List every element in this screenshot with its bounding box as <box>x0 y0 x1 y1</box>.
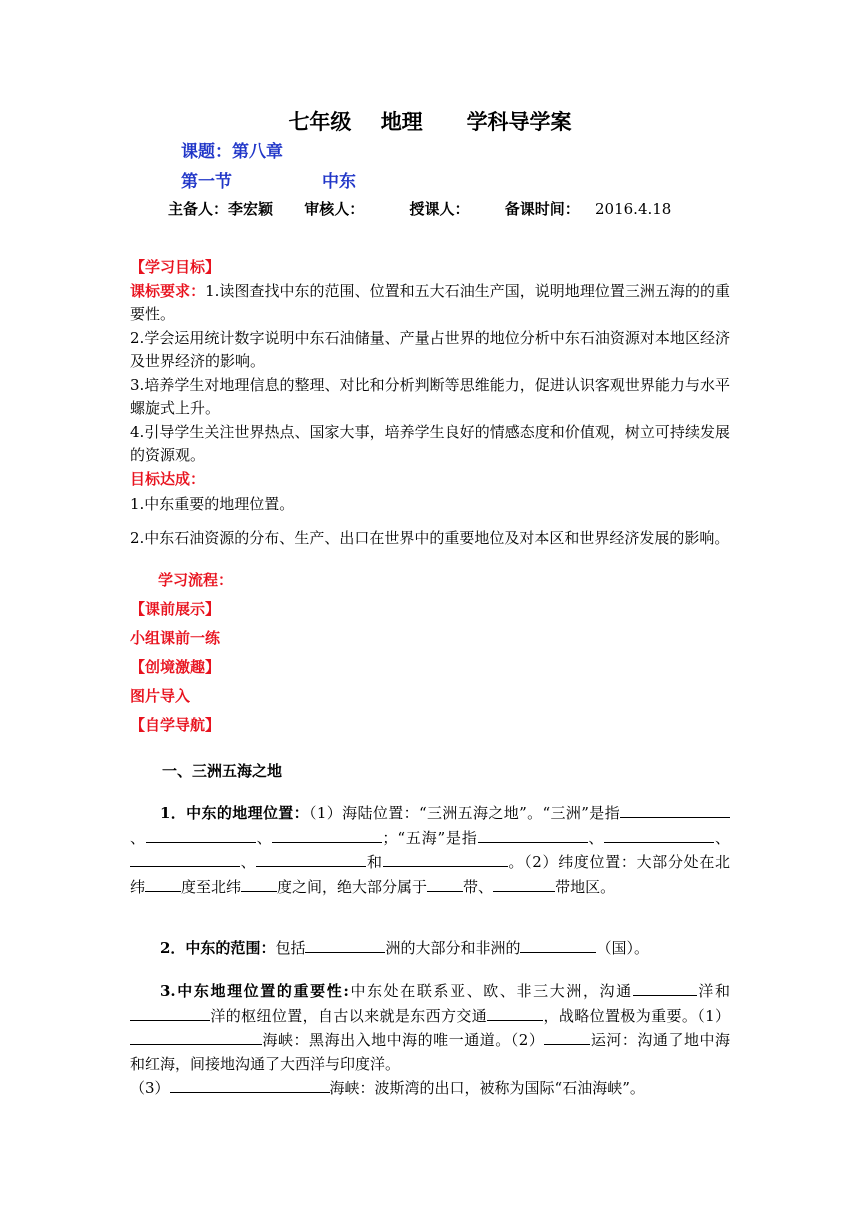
achieve-item-1: 1.中东重要的地理位置。 <box>130 495 295 513</box>
blank[interactable] <box>256 850 366 867</box>
section1-heading: 一、三洲五海之地 <box>162 762 283 780</box>
blank[interactable] <box>305 936 385 953</box>
blank[interactable] <box>633 979 697 996</box>
question-1: 1．中东的地理位置：（1）海陆位置：“三洲五海之地”。“三洲”是指、 、 ；“五海”是指 、 、、 和 。（2）纬度位置：大部分处在北纬 度至北纬 度之间，绝大部分属于 带、 带地区。 <box>130 801 730 899</box>
blank[interactable] <box>620 801 730 818</box>
prep-label: 备课时间： <box>504 200 580 218</box>
title-doc: 学科导学案 <box>466 109 572 134</box>
blank[interactable] <box>487 1004 543 1021</box>
blank[interactable] <box>170 1076 330 1093</box>
blank[interactable] <box>383 850 508 867</box>
blank[interactable] <box>241 875 277 892</box>
standard-label: 课标要求： <box>130 281 206 300</box>
goals-heading: 【学习目标】 <box>130 258 221 276</box>
document-title <box>0 106 860 136</box>
flow-step-selfstudy: 【自学导航】 <box>130 716 221 734</box>
blank[interactable] <box>130 850 240 867</box>
flow-label: 学习流程： <box>158 571 234 589</box>
blank[interactable] <box>145 875 181 892</box>
blank[interactable] <box>130 1028 262 1045</box>
goal-item-1: 课标要求：1.读图查找中东的范围、位置和五大石油生产国，说明地理位置三洲五海的的重要性。 <box>130 281 730 323</box>
flow-step-preview: 【课前展示】 <box>130 600 221 618</box>
goal-item-4: 4.引导学生关注世界热点、国家大事，培养学生良好的情感态度和价值观，树立可持续发展的资源观。 <box>130 422 730 464</box>
title-subject: 地理 <box>380 109 423 134</box>
blank[interactable] <box>146 826 256 843</box>
flow-step-practice: 小组课前一练 <box>130 629 221 647</box>
section-number: 第一节 <box>181 172 232 192</box>
goals-section <box>130 256 730 553</box>
blank[interactable] <box>478 826 588 843</box>
blank[interactable] <box>604 826 714 843</box>
blank[interactable] <box>544 1028 590 1045</box>
topic-line: 课题：第八章 <box>181 142 283 162</box>
section-name: 中东 <box>322 172 356 192</box>
flow-step-scenario: 【创境激趣】 <box>130 658 221 676</box>
blank[interactable] <box>493 875 555 892</box>
question-2: 2．中东的范围：包括 洲的大部分和非洲的 （国）。 <box>130 936 730 961</box>
achieve-label: 目标达成： <box>130 469 206 488</box>
question-3: 3.中东地理位置的重要性:中东处在联系亚、欧、非三大洲，沟通 洋和洋的枢纽位置，自古以来就是东西方交通 ，战略位置极为重要。（1）海峡：黑海出入地中海的唯一通道。（2） 运河：沟通了地中海和红海，间接地沟通了大西洋与印度洋。 （3） 海峡：波斯湾的出口，被称为国际“石油海峡”。 <box>130 979 730 1101</box>
blank[interactable] <box>520 936 596 953</box>
prep-date: 2016.4.18 <box>595 200 672 218</box>
blank[interactable] <box>427 875 463 892</box>
teacher: 授课人： <box>409 200 470 218</box>
achieve-item-2: 2.中东石油资源的分布、生产、出口在世界中的重要地位及对本区和世界经济发展的影响。 <box>130 528 730 547</box>
blank[interactable] <box>272 826 382 843</box>
author: 主备人：李宏颖 <box>168 200 274 218</box>
reviewer: 审核人： <box>304 200 365 218</box>
flow-step-images: 图片导入 <box>130 687 191 705</box>
meta-line <box>168 198 697 219</box>
goal-item-3: 3.培养学生对地理信息的整理、对比和分析判断等思维能力，促进认识客观世界能力与水平螺旋式上升。 <box>130 375 730 417</box>
goal-item-2: 2.学会运用统计数字说明中东石油储量、产量占世界的地位分析中东石油资源对本地区经济及世界经济的影响。 <box>130 328 730 370</box>
blank[interactable] <box>130 1004 210 1021</box>
title-grade: 七年级 <box>288 109 352 134</box>
